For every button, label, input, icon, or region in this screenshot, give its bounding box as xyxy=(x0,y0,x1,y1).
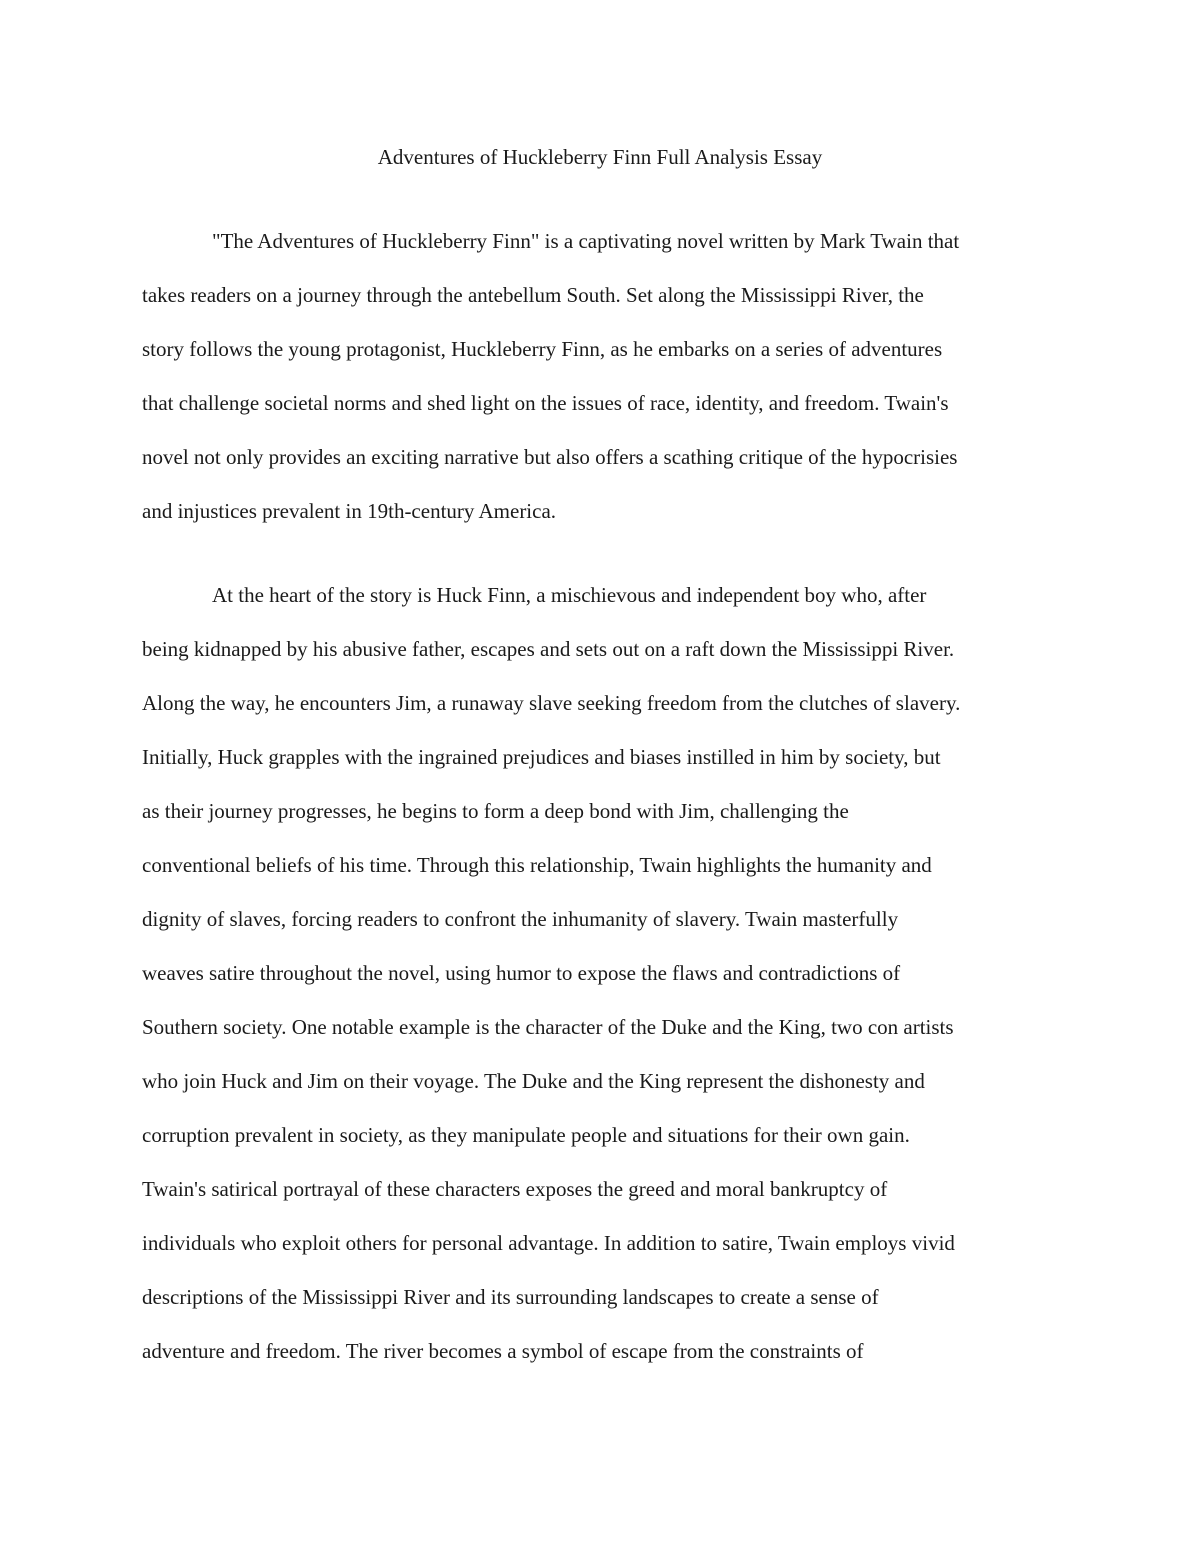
paragraph-2-line-4: Initially, Huck grapples with the ingrained prejudices and biases instilled in him by society, but xyxy=(142,745,941,769)
paragraph-2-line-3: Along the way, he encounters Jim, a runaway slave seeking freedom from the clutches of slavery. xyxy=(142,691,961,715)
paragraph-2-line-5: as their journey progresses, he begins to form a deep bond with Jim, challenging the xyxy=(142,799,849,823)
paragraph-1-line-4: that challenge societal norms and shed light on the issues of race, identity, and freedom. Twain's xyxy=(142,391,949,415)
paragraph-2-line-11: corruption prevalent in society, as they manipulate people and situations for their own gain. xyxy=(142,1123,910,1147)
paragraph-2-line-14: descriptions of the Mississippi River and its surrounding landscapes to create a sense of xyxy=(142,1285,879,1309)
paragraph-2-line-9: Southern society. One notable example is the character of the Duke and the King, two con artists xyxy=(142,1015,954,1039)
paragraph-2-line-1: At the heart of the story is Huck Finn, a mischievous and independent boy who, after xyxy=(212,583,927,607)
paragraph-2-line-12: Twain's satirical portrayal of these characters exposes the greed and moral bankruptcy of xyxy=(142,1177,888,1201)
paragraph-2-line-2: being kidnapped by his abusive father, escapes and sets out on a raft down the Mississippi River. xyxy=(142,637,955,661)
paragraph-1-line-2: takes readers on a journey through the antebellum South. Set along the Mississippi River, the xyxy=(142,283,924,307)
paragraph-2-line-13: individuals who exploit others for personal advantage. In addition to satire, Twain employs vivid xyxy=(142,1231,955,1255)
paragraph-2-line-8: weaves satire throughout the novel, using humor to expose the flaws and contradictions of xyxy=(142,961,901,985)
paragraph-2-line-10: who join Huck and Jim on their voyage. The Duke and the King represent the dishonesty and xyxy=(142,1069,925,1093)
paragraph-1-line-5: novel not only provides an exciting narrative but also offers a scathing critique of the hypocrisies xyxy=(142,445,958,469)
paragraph-1-line-6: and injustices prevalent in 19th-century America. xyxy=(142,499,557,523)
paragraph-2-line-6: conventional beliefs of his time. Through this relationship, Twain highlights the humanity and xyxy=(142,853,932,877)
paragraph-1-line-3: story follows the young protagonist, Huckleberry Finn, as he embarks on a series of adventures xyxy=(142,337,943,361)
essay-title: Adventures of Huckleberry Finn Full Analysis Essay xyxy=(377,145,823,169)
paragraph-2-line-7: dignity of slaves, forcing readers to confront the inhumanity of slavery. Twain masterfully xyxy=(142,907,899,931)
paragraph-1-line-1: "The Adventures of Huckleberry Finn" is a captivating novel written by Mark Twain that xyxy=(212,229,960,253)
paragraph-2-line-15: adventure and freedom. The river becomes a symbol of escape from the constraints of xyxy=(142,1339,864,1363)
